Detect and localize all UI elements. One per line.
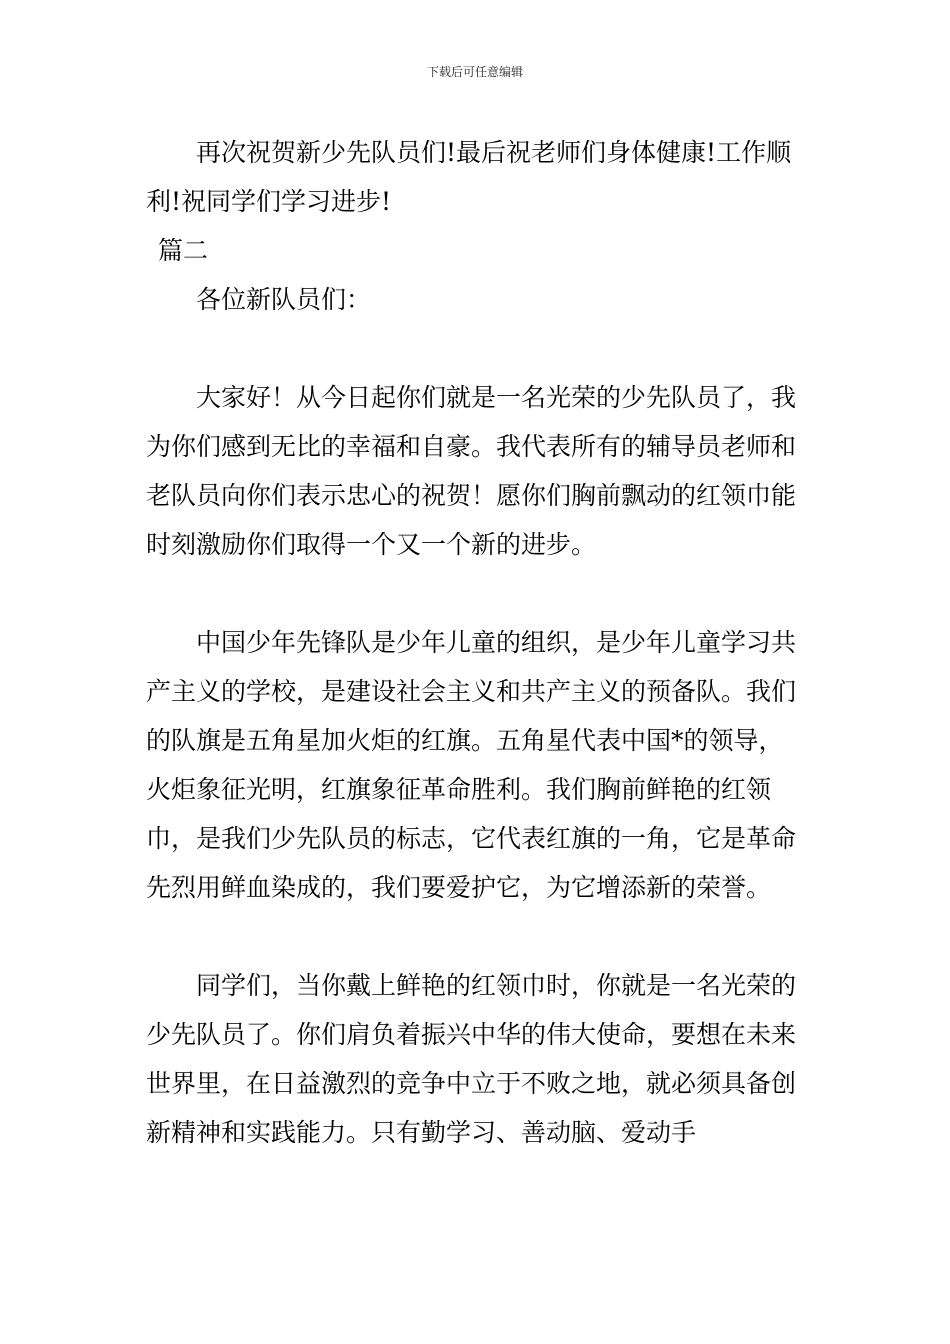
paragraph-greeting: 大家好！从今日起你们就是一名光荣的少先队员了，我为你们感到无比的幸福和自豪。我代表所有的辅导员老师和老队员向你们表示忠心的祝贺！愿你们胸前飘动的红领巾能时刻激励你们取得一个又一个新的进步。 [146, 383, 797, 559]
salutation: 各位新队员们： [196, 285, 372, 314]
page-header-note: 下载后可任意编辑 [426, 65, 523, 79]
document-body [146, 128, 808, 1157]
section-heading: 篇二 [158, 236, 209, 265]
paragraph-organization: 中国少年先锋队是少年儿童的组织，是少年儿童学习共产主义的学校，是建设社会主义和共产主义的预备队。我们的队旗是五角星加火炬的红旗。五角星代表中国*的领导，火炬象征光明，红旗象征革命胜利。我们胸前鲜艳的红领巾，是我们少先队员的标志，它代表红旗的一角，它是革命先烈用鲜血染成的，我们要爱护它，为它增添新的荣誉。 [146, 628, 797, 902]
closing-paragraph: 再次祝贺新少先队员们!最后祝老师们身体健康!工作顺利!祝同学们学习进步! [146, 138, 792, 216]
paragraph-mission: 同学们，当你戴上鲜艳的红领巾时，你就是一名光荣的少先队员了。你们肩负着振兴中华的伟大使命，要想在未来世界里，在日益激烈的竞争中立于不败之地，就必须具备创新精神和实践能力。只有勤学习、善动脑、爱动手 [146, 971, 797, 1147]
